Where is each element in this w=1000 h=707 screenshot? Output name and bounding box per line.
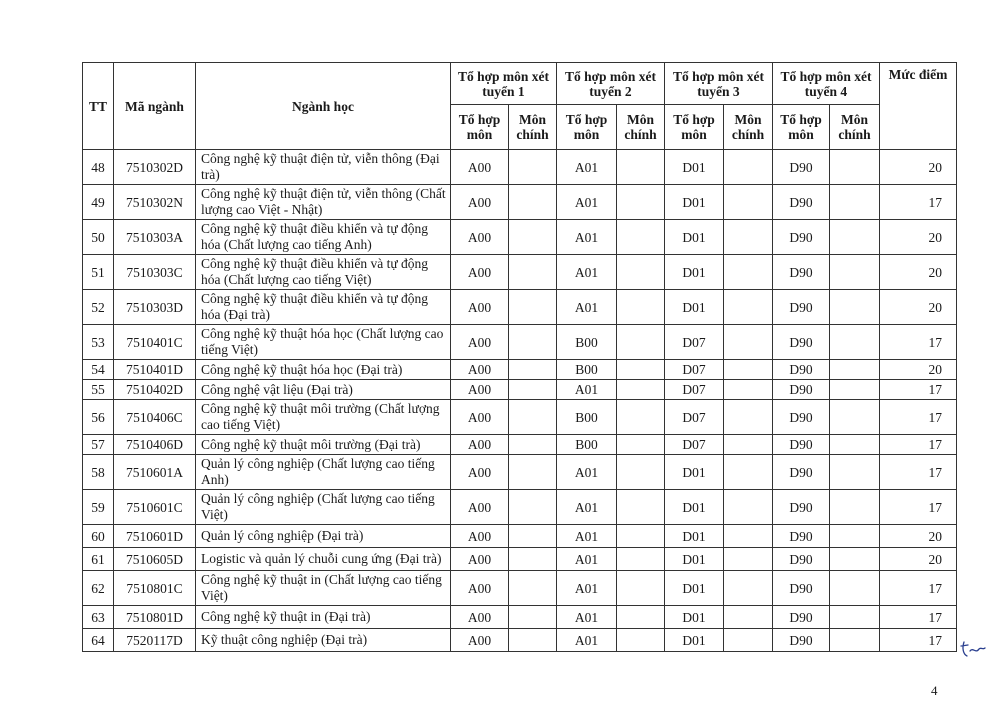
row-to-hop-2: A01: [557, 380, 617, 400]
row-mon-chinh-2: [617, 490, 665, 525]
table-row: [83, 548, 957, 571]
row-to-hop-3: D01: [665, 185, 724, 220]
row-mon-chinh-2: [617, 606, 665, 629]
row-mon-chinh-1: [509, 220, 557, 255]
row-to-hop-4: D90: [773, 606, 830, 629]
row-to-hop-2: A01: [557, 606, 617, 629]
row-to-hop-4: D90: [773, 150, 830, 185]
row-to-hop-1: A00: [451, 325, 509, 360]
row-to-hop-1: A00: [451, 571, 509, 606]
row-mon-chinh-1: [509, 525, 557, 548]
row-to-hop-1: A00: [451, 380, 509, 400]
row-to-hop-1: A00: [451, 360, 509, 380]
row-mon-chinh-1: [509, 290, 557, 325]
row-mon-chinh-3: [724, 571, 773, 606]
row-to-hop-2: A01: [557, 185, 617, 220]
row-ma-nganh: 7510303C: [114, 255, 196, 290]
table-header: [83, 63, 957, 150]
header-group-4: Tổ hợp môn xét tuyển 4: [773, 63, 880, 105]
row-mon-chinh-3: [724, 380, 773, 400]
table-row: [83, 185, 957, 220]
signature-mark-icon: [958, 634, 986, 662]
header-to-hop-mon-3: Tổ hợp môn: [665, 105, 724, 150]
row-to-hop-3: D01: [665, 455, 724, 490]
row-to-hop-4: D90: [773, 629, 830, 652]
row-ma-nganh: 7510406C: [114, 400, 196, 435]
header-muc-diem: Mức điểm: [880, 63, 957, 150]
table-row: [83, 571, 957, 606]
header-mon-chinh-3: Môn chính: [724, 105, 773, 150]
row-to-hop-3: D01: [665, 255, 724, 290]
row-to-hop-2: A01: [557, 629, 617, 652]
row-to-hop-3: D01: [665, 525, 724, 548]
table-row: [83, 435, 957, 455]
row-mon-chinh-1: [509, 629, 557, 652]
row-tt: 57: [83, 435, 114, 455]
row-muc-diem: 17: [880, 325, 957, 360]
row-ma-nganh: 7520117D: [114, 629, 196, 652]
row-mon-chinh-2: [617, 525, 665, 548]
row-tt: 62: [83, 571, 114, 606]
header-ma-nganh: Mã ngành: [114, 63, 196, 150]
table-row: [83, 525, 957, 548]
table-row: [83, 220, 957, 255]
row-to-hop-4: D90: [773, 185, 830, 220]
row-mon-chinh-4: [830, 490, 880, 525]
row-nganh-hoc: Quản lý công nghiệp (Đại trà): [196, 525, 451, 548]
header-to-hop-mon-2: Tổ hợp môn: [557, 105, 617, 150]
row-mon-chinh-3: [724, 325, 773, 360]
row-muc-diem: 17: [880, 455, 957, 490]
row-to-hop-4: D90: [773, 400, 830, 435]
table-row: [83, 606, 957, 629]
row-mon-chinh-4: [830, 255, 880, 290]
row-mon-chinh-4: [830, 220, 880, 255]
row-mon-chinh-3: [724, 400, 773, 435]
row-ma-nganh: 7510401D: [114, 360, 196, 380]
header-mon-chinh-1: Môn chính: [509, 105, 557, 150]
row-mon-chinh-1: [509, 255, 557, 290]
row-nganh-hoc: Công nghệ vật liệu (Đại trà): [196, 380, 451, 400]
row-nganh-hoc: Công nghệ kỹ thuật môi trường (Chất lượng cao tiếng Việt): [196, 400, 451, 435]
row-mon-chinh-2: [617, 571, 665, 606]
row-to-hop-1: A00: [451, 435, 509, 455]
table-row: [83, 325, 957, 360]
row-to-hop-3: D07: [665, 325, 724, 360]
header-to-hop-mon-4: Tổ hợp môn: [773, 105, 830, 150]
row-ma-nganh: 7510801C: [114, 571, 196, 606]
row-mon-chinh-1: [509, 185, 557, 220]
row-mon-chinh-1: [509, 150, 557, 185]
table-row: [83, 255, 957, 290]
row-mon-chinh-2: [617, 629, 665, 652]
header-mon-chinh-2: Môn chính: [617, 105, 665, 150]
row-to-hop-4: D90: [773, 290, 830, 325]
row-tt: 60: [83, 525, 114, 548]
row-mon-chinh-4: [830, 455, 880, 490]
row-to-hop-1: A00: [451, 548, 509, 571]
row-ma-nganh: 7510302D: [114, 150, 196, 185]
row-to-hop-3: D07: [665, 435, 724, 455]
row-mon-chinh-1: [509, 380, 557, 400]
row-mon-chinh-2: [617, 325, 665, 360]
row-to-hop-4: D90: [773, 525, 830, 548]
row-to-hop-2: A01: [557, 525, 617, 548]
table-body: [83, 150, 957, 652]
row-to-hop-1: A00: [451, 220, 509, 255]
row-ma-nganh: 7510406D: [114, 435, 196, 455]
row-to-hop-4: D90: [773, 220, 830, 255]
row-tt: 55: [83, 380, 114, 400]
row-to-hop-4: D90: [773, 548, 830, 571]
row-mon-chinh-3: [724, 525, 773, 548]
row-mon-chinh-3: [724, 220, 773, 255]
table-row: [83, 290, 957, 325]
header-group-2: Tổ hợp môn xét tuyển 2: [557, 63, 665, 105]
row-to-hop-2: B00: [557, 400, 617, 435]
row-nganh-hoc: Công nghệ kỹ thuật in (Chất lượng cao tiếng Việt): [196, 571, 451, 606]
row-to-hop-2: A01: [557, 455, 617, 490]
header-to-hop-mon-1: Tổ hợp môn: [451, 105, 509, 150]
row-to-hop-3: D01: [665, 150, 724, 185]
row-to-hop-3: D01: [665, 548, 724, 571]
row-mon-chinh-2: [617, 185, 665, 220]
row-muc-diem: 20: [880, 525, 957, 548]
header-tt: TT: [83, 63, 114, 150]
row-muc-diem: 20: [880, 360, 957, 380]
row-mon-chinh-3: [724, 290, 773, 325]
row-to-hop-2: A01: [557, 548, 617, 571]
row-to-hop-2: A01: [557, 490, 617, 525]
header-nganh-hoc: Ngành học: [196, 63, 451, 150]
row-to-hop-1: A00: [451, 290, 509, 325]
row-to-hop-4: D90: [773, 435, 830, 455]
row-tt: 64: [83, 629, 114, 652]
row-mon-chinh-2: [617, 150, 665, 185]
row-to-hop-3: D01: [665, 606, 724, 629]
row-tt: 53: [83, 325, 114, 360]
row-mon-chinh-3: [724, 455, 773, 490]
row-to-hop-2: A01: [557, 150, 617, 185]
row-muc-diem: 20: [880, 290, 957, 325]
row-to-hop-3: D07: [665, 360, 724, 380]
row-to-hop-1: A00: [451, 185, 509, 220]
row-nganh-hoc: Kỹ thuật công nghiệp (Đại trà): [196, 629, 451, 652]
row-to-hop-3: D07: [665, 380, 724, 400]
row-to-hop-4: D90: [773, 325, 830, 360]
row-to-hop-4: D90: [773, 255, 830, 290]
row-tt: 63: [83, 606, 114, 629]
row-mon-chinh-4: [830, 290, 880, 325]
row-ma-nganh: 7510601A: [114, 455, 196, 490]
row-to-hop-3: D01: [665, 490, 724, 525]
row-ma-nganh: 7510303D: [114, 290, 196, 325]
row-to-hop-3: D01: [665, 220, 724, 255]
row-tt: 56: [83, 400, 114, 435]
row-ma-nganh: 7510302N: [114, 185, 196, 220]
row-nganh-hoc: Công nghệ kỹ thuật hóa học (Chất lượng cao tiếng Việt): [196, 325, 451, 360]
row-to-hop-2: A01: [557, 220, 617, 255]
row-ma-nganh: 7510601C: [114, 490, 196, 525]
row-mon-chinh-3: [724, 255, 773, 290]
row-tt: 58: [83, 455, 114, 490]
row-mon-chinh-1: [509, 360, 557, 380]
admission-score-table: [82, 62, 957, 652]
row-mon-chinh-2: [617, 255, 665, 290]
row-tt: 52: [83, 290, 114, 325]
row-mon-chinh-3: [724, 185, 773, 220]
row-mon-chinh-3: [724, 629, 773, 652]
row-nganh-hoc: Công nghệ kỹ thuật môi trường (Đại trà): [196, 435, 451, 455]
header-group-1: Tổ hợp môn xét tuyển 1: [451, 63, 557, 105]
row-nganh-hoc: Công nghệ kỹ thuật in (Đại trà): [196, 606, 451, 629]
table-row: [83, 150, 957, 185]
row-nganh-hoc: Quản lý công nghiệp (Chất lượng cao tiếng Anh): [196, 455, 451, 490]
row-nganh-hoc: Công nghệ kỹ thuật điều khiển và tự động hóa (Chất lượng cao tiếng Anh): [196, 220, 451, 255]
row-muc-diem: 17: [880, 185, 957, 220]
row-mon-chinh-4: [830, 525, 880, 548]
row-to-hop-1: A00: [451, 629, 509, 652]
row-to-hop-3: D01: [665, 290, 724, 325]
table-row: [83, 360, 957, 380]
row-mon-chinh-3: [724, 606, 773, 629]
row-mon-chinh-2: [617, 290, 665, 325]
row-to-hop-2: B00: [557, 325, 617, 360]
row-mon-chinh-2: [617, 380, 665, 400]
row-tt: 48: [83, 150, 114, 185]
row-mon-chinh-1: [509, 548, 557, 571]
row-ma-nganh: 7510605D: [114, 548, 196, 571]
row-muc-diem: 20: [880, 220, 957, 255]
row-to-hop-1: A00: [451, 255, 509, 290]
row-mon-chinh-1: [509, 455, 557, 490]
row-to-hop-4: D90: [773, 571, 830, 606]
row-mon-chinh-2: [617, 548, 665, 571]
row-muc-diem: 17: [880, 400, 957, 435]
row-mon-chinh-4: [830, 185, 880, 220]
table-row: [83, 629, 957, 652]
row-mon-chinh-2: [617, 400, 665, 435]
row-nganh-hoc: Công nghệ kỹ thuật điện tử, viễn thông (Chất lượng cao Việt - Nhật): [196, 185, 451, 220]
row-ma-nganh: 7510801D: [114, 606, 196, 629]
row-to-hop-1: A00: [451, 150, 509, 185]
row-muc-diem: 17: [880, 435, 957, 455]
row-mon-chinh-2: [617, 360, 665, 380]
row-ma-nganh: 7510303A: [114, 220, 196, 255]
row-to-hop-1: A00: [451, 606, 509, 629]
row-ma-nganh: 7510601D: [114, 525, 196, 548]
row-mon-chinh-1: [509, 490, 557, 525]
row-to-hop-1: A00: [451, 525, 509, 548]
row-tt: 61: [83, 548, 114, 571]
row-to-hop-2: A01: [557, 255, 617, 290]
table-row: [83, 400, 957, 435]
table-row: [83, 380, 957, 400]
row-mon-chinh-3: [724, 490, 773, 525]
row-muc-diem: 17: [880, 490, 957, 525]
row-mon-chinh-1: [509, 325, 557, 360]
row-ma-nganh: 7510402D: [114, 380, 196, 400]
row-mon-chinh-4: [830, 380, 880, 400]
page-number: 4: [931, 683, 938, 698]
row-to-hop-4: D90: [773, 380, 830, 400]
row-mon-chinh-1: [509, 571, 557, 606]
row-to-hop-1: A00: [451, 400, 509, 435]
row-mon-chinh-1: [509, 606, 557, 629]
row-to-hop-4: D90: [773, 455, 830, 490]
row-muc-diem: 20: [880, 150, 957, 185]
row-to-hop-2: B00: [557, 435, 617, 455]
row-muc-diem: 17: [880, 380, 957, 400]
row-mon-chinh-4: [830, 325, 880, 360]
row-muc-diem: 20: [880, 255, 957, 290]
row-to-hop-3: D01: [665, 571, 724, 606]
row-muc-diem: 20: [880, 548, 957, 571]
row-ma-nganh: 7510401C: [114, 325, 196, 360]
row-to-hop-2: A01: [557, 571, 617, 606]
row-mon-chinh-4: [830, 400, 880, 435]
row-muc-diem: 17: [880, 606, 957, 629]
row-mon-chinh-2: [617, 220, 665, 255]
row-nganh-hoc: Công nghệ kỹ thuật điện tử, viễn thông (Đại trà): [196, 150, 451, 185]
row-mon-chinh-3: [724, 360, 773, 380]
row-tt: 59: [83, 490, 114, 525]
row-tt: 51: [83, 255, 114, 290]
row-muc-diem: 17: [880, 571, 957, 606]
row-to-hop-3: D01: [665, 629, 724, 652]
row-mon-chinh-4: [830, 360, 880, 380]
row-to-hop-2: A01: [557, 290, 617, 325]
row-mon-chinh-4: [830, 548, 880, 571]
row-nganh-hoc: Quản lý công nghiệp (Chất lượng cao tiếng Việt): [196, 490, 451, 525]
header-mon-chinh-4: Môn chính: [830, 105, 880, 150]
row-nganh-hoc: Công nghệ kỹ thuật điều khiển và tự động hóa (Đại trà): [196, 290, 451, 325]
row-to-hop-2: B00: [557, 360, 617, 380]
row-mon-chinh-2: [617, 435, 665, 455]
row-nganh-hoc: Công nghệ kỹ thuật điều khiển và tự động hóa (Chất lượng cao tiếng Việt): [196, 255, 451, 290]
row-mon-chinh-4: [830, 606, 880, 629]
row-mon-chinh-4: [830, 435, 880, 455]
row-mon-chinh-3: [724, 435, 773, 455]
row-mon-chinh-3: [724, 548, 773, 571]
row-tt: 49: [83, 185, 114, 220]
row-mon-chinh-1: [509, 400, 557, 435]
table-row: [83, 490, 957, 525]
header-group-3: Tổ hợp môn xét tuyển 3: [665, 63, 773, 105]
row-tt: 50: [83, 220, 114, 255]
row-muc-diem: 17: [880, 629, 957, 652]
row-to-hop-4: D90: [773, 360, 830, 380]
row-to-hop-4: D90: [773, 490, 830, 525]
row-to-hop-1: A00: [451, 490, 509, 525]
row-mon-chinh-4: [830, 150, 880, 185]
row-tt: 54: [83, 360, 114, 380]
table-row: [83, 455, 957, 490]
row-mon-chinh-3: [724, 150, 773, 185]
row-mon-chinh-4: [830, 571, 880, 606]
row-mon-chinh-4: [830, 629, 880, 652]
row-nganh-hoc: Công nghệ kỹ thuật hóa học (Đại trà): [196, 360, 451, 380]
row-mon-chinh-1: [509, 435, 557, 455]
row-mon-chinh-2: [617, 455, 665, 490]
row-to-hop-3: D07: [665, 400, 724, 435]
row-nganh-hoc: Logistic và quản lý chuỗi cung ứng (Đại trà): [196, 548, 451, 571]
row-to-hop-1: A00: [451, 455, 509, 490]
